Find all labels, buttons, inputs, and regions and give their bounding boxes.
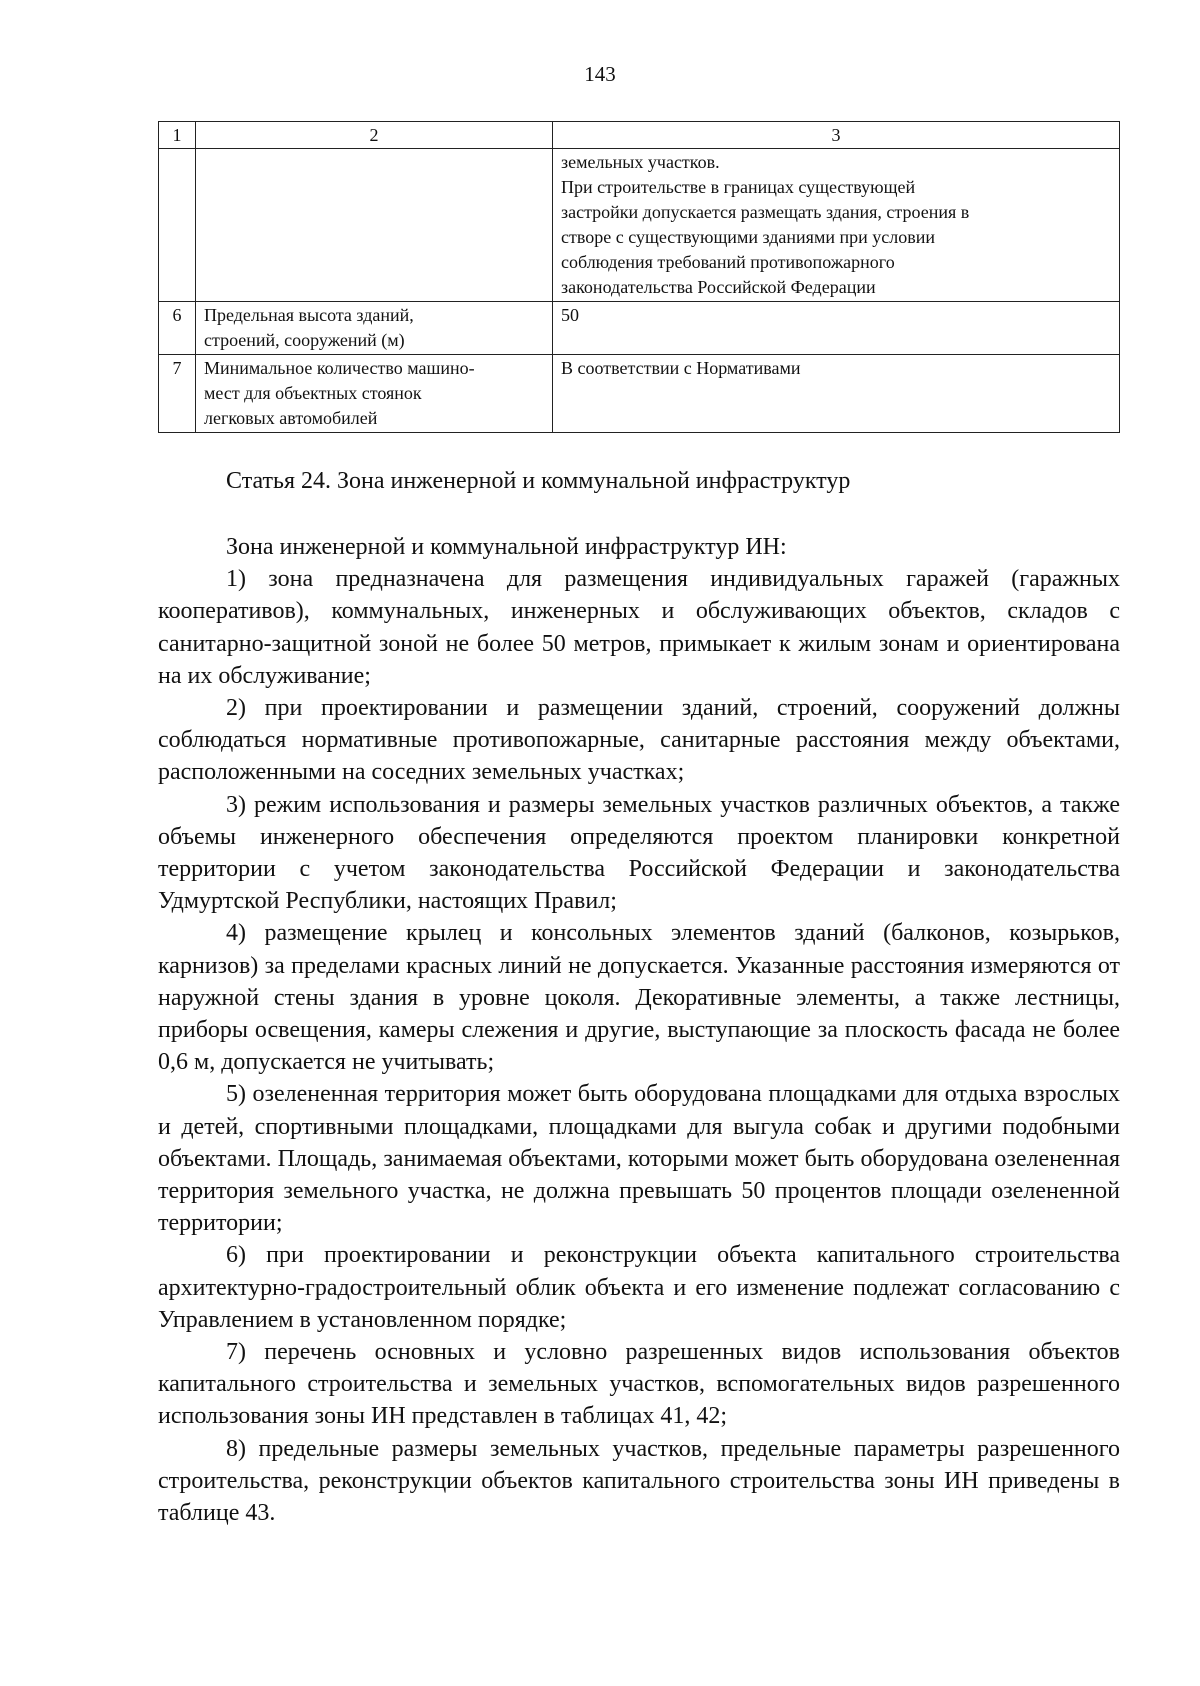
value-line: створе с существующими зданиями при условии [561, 227, 935, 247]
table-header-row [159, 122, 1120, 149]
value-line: соблюдения требований противопожарного [561, 252, 895, 272]
article-item-3: 3) режим использования и размеры земельных участков различных объектов, а также объемы инженерного обеспечения определяются проектом планировки конкретной территории с учетом законодательства Российской Федерации и законодательства Удмуртской Республики, настоящих Правил; [158, 791, 1120, 915]
row-number-cell: 7 [159, 355, 196, 433]
row-value-cell: В соответствии с Нормативами [553, 355, 1120, 433]
article-item-8: 8) предельные размеры земельных участков, предельные параметры разрешенного строительства, реконструкции объектов капитального строительства зоны ИН приведены в таблице 43. [158, 1435, 1120, 1527]
value-line: застройки допускается размещать здания, строения в [561, 202, 970, 222]
article-item-5: 5) озелененная территория может быть оборудована площадками для отдыха взрослых и детей, спортивными площадками, площадками для выгула собак и другими подобными объектами. Площадь, занимаемая объектами, которыми может быть оборудована озелененная территория земельного участка, не должна превышать 50 процентов площади озелененной территории; [158, 1081, 1120, 1237]
row-number-cell [159, 149, 196, 302]
row-name-cell [196, 355, 553, 433]
article-intro: Зона инженерной и коммунальной инфраструктур ИН: [226, 534, 787, 560]
value-line: земельных участков. [561, 152, 720, 172]
table-row [159, 355, 1120, 433]
header-cell-3: 3 [553, 122, 1120, 149]
table-row [159, 302, 1120, 355]
header-cell-2: 2 [196, 122, 553, 149]
article-item-4: 4) размещение крылец и консольных элементов зданий (балконов, козырьков, карнизов) за пределами красных линий не допускается. Указанные расстояния измеряются от наружной стены здания в уровне цоколя. Декоративные элементы, а также лестницы, приборы освещения, камеры слежения и другие, выступающие за плоскость фасада не более 0,6 м, допускается не учитывать; [158, 920, 1120, 1076]
name-line: Предельная высота зданий, [204, 305, 414, 325]
value-line: При строительстве в границах существующей [561, 177, 916, 197]
name-line: мест для объектных стоянок [204, 383, 422, 403]
page-number: 143 [584, 62, 616, 86]
table-row [159, 149, 1120, 302]
row-name-cell [196, 149, 553, 302]
article-item-2: 2) при проектировании и размещении зданий, строений, сооружений должны соблюдаться нормативные противопожарные, санитарные расстояния между объектами, расположенными на соседних земельных участках; [158, 695, 1120, 786]
name-line: легковых автомобилей [204, 408, 378, 428]
header-cell-1: 1 [159, 122, 196, 149]
article-item-7: 7) перечень основных и условно разрешенных видов использования объектов капитального строительства и земельных участков, вспомогательных видов разрешенного использования зоны ИН представлен в таблицах 41, 42; [158, 1339, 1120, 1430]
name-line: Минимальное количество машино- [204, 358, 475, 378]
article-item-6: 6) при проектировании и реконструкции объекта капитального строительства архитектурно-градостроительный облик объекта и его изменение подлежат согласованию с Управлением в установленном порядке; [158, 1242, 1120, 1333]
row-value-cell [553, 149, 1120, 302]
row-number-cell: 6 [159, 302, 196, 355]
name-line: строений, сооружений (м) [204, 330, 405, 350]
article-body [158, 531, 1120, 1529]
value-line: законодательства Российской Федерации [561, 277, 876, 297]
article-title: Статья 24. Зона инженерной и коммунальной инфраструктур [226, 468, 851, 494]
article-item-1: 1) зона предназначена для размещения индивидуальных гаражей (гаражных кооперативов), коммунальных, инженерных и обслуживающих объектов, складов с санитарно-защитной зоной не более 50 метров, примыкает к жилым зонам и ориентирована на их обслуживание; [158, 566, 1120, 689]
continuation-table [158, 121, 1120, 433]
row-name-cell [196, 302, 553, 355]
row-value-cell: 50 [553, 302, 1120, 355]
